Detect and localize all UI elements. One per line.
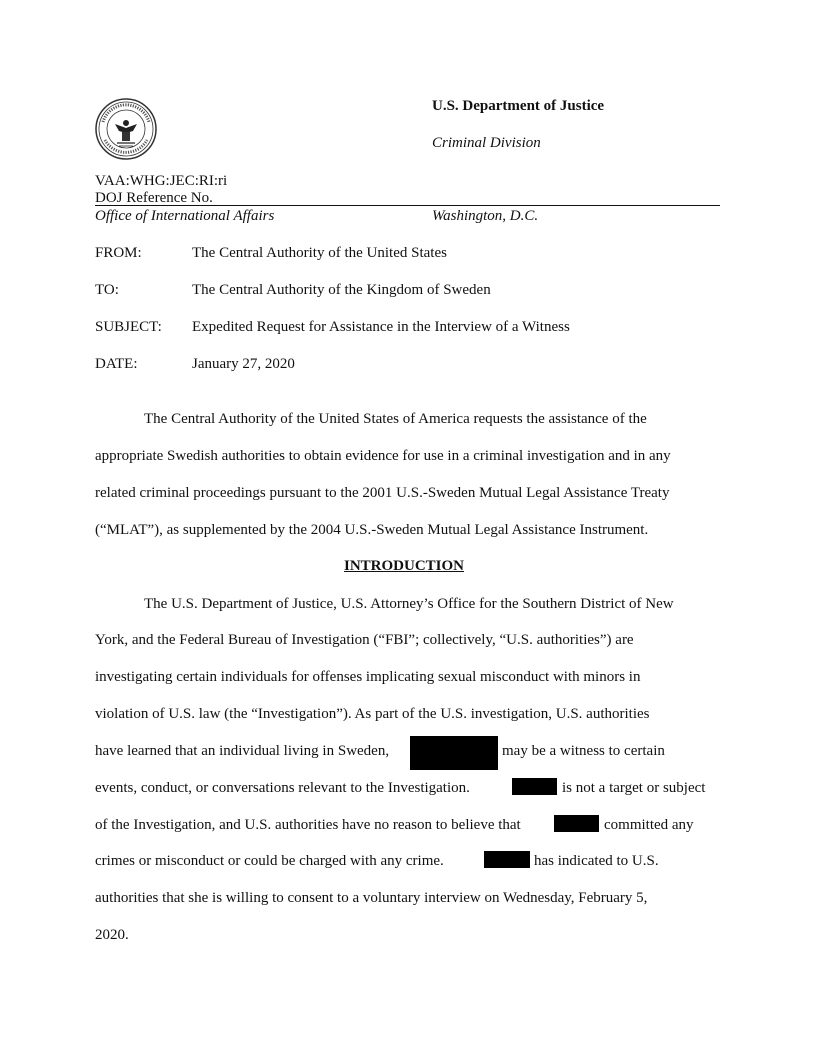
subject-value: Expedited Request for Assistance in the Interview of a Witness <box>192 319 570 335</box>
paragraph-line: have learned that an individual living in Sweden, <box>95 743 390 759</box>
redaction-box <box>512 778 557 795</box>
agency-title: U.S. Department of Justice <box>432 98 605 114</box>
date-value: January 27, 2020 <box>192 356 295 372</box>
paragraph-line: York, and the Federal Bureau of Investigation (“FBI”; collectively, “U.S. authorities”) are <box>95 632 634 648</box>
division-name: Criminal Division <box>432 135 541 151</box>
office-location: Washington, D.C. <box>432 208 539 224</box>
paragraph-line: (“MLAT”), as supplemented by the 2004 U.S.-Sweden Mutual Legal Assistance Instrument. <box>95 522 649 538</box>
section-heading: INTRODUCTION <box>344 558 465 574</box>
paragraph-line: is not a target or subject <box>562 780 706 796</box>
to-label: TO: <box>95 282 119 298</box>
redaction-box <box>554 815 599 832</box>
paragraph-line: related criminal proceedings pursuant to the 2001 U.S.-Sweden Mutual Legal Assistance Treaty <box>95 485 670 501</box>
paragraph-line: events, conduct, or conversations relevant to the Investigation. <box>95 780 470 796</box>
paragraph-line: may be a witness to certain <box>502 743 665 759</box>
redaction-box <box>410 736 498 770</box>
subject-label: SUBJECT: <box>95 319 162 335</box>
paragraph-line: has indicated to U.S. <box>534 853 659 869</box>
date-label: DATE: <box>95 356 138 372</box>
paragraph-line: authorities that she is willing to consent to a voluntary interview on Wednesday, February 5, <box>95 890 648 906</box>
reference-code: VAA:WHG:JEC:RI:ri <box>95 173 228 189</box>
header-rule <box>95 205 720 206</box>
paragraph-line: The Central Authority of the United States of America requests the assistance of the <box>144 411 647 427</box>
doj-reference: DOJ Reference No. <box>95 190 213 206</box>
paragraph-line: crimes or misconduct or could be charged with any crime. <box>95 853 444 869</box>
from-label: FROM: <box>95 245 142 261</box>
paragraph-line: violation of U.S. law (the “Investigation”). As part of the U.S. investigation, U.S. authorities <box>95 706 650 722</box>
redaction-box <box>484 851 530 868</box>
paragraph-line: committed any <box>604 817 694 833</box>
to-value: The Central Authority of the Kingdom of Sweden <box>192 282 491 298</box>
doj-seal-icon <box>95 98 157 160</box>
paragraph-line: The U.S. Department of Justice, U.S. Attorney’s Office for the Southern District of New <box>144 596 674 612</box>
paragraph-line: appropriate Swedish authorities to obtain evidence for use in a criminal investigation and in any <box>95 448 671 464</box>
from-value: The Central Authority of the United States <box>192 245 447 261</box>
paragraph-line: 2020. <box>95 927 129 943</box>
office-name: Office of International Affairs <box>95 208 275 224</box>
paragraph-line: of the Investigation, and U.S. authorities have no reason to believe that <box>95 817 521 833</box>
paragraph-line: investigating certain individuals for offenses implicating sexual misconduct with minors in <box>95 669 641 685</box>
